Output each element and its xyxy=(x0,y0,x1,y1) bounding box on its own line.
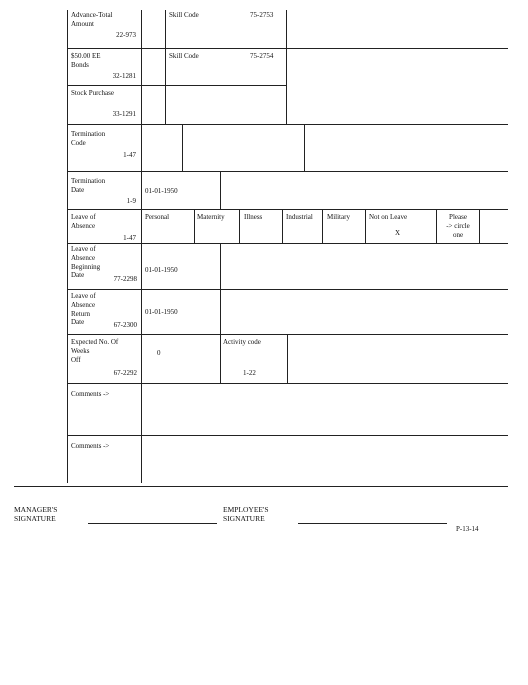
expected-weeks-value: 0 xyxy=(157,349,161,357)
employee-signature-line[interactable] xyxy=(298,523,447,524)
loa-begin-label: Leave of Absence Beginning Date xyxy=(71,245,101,280)
cell-divider xyxy=(220,243,221,334)
form-bottom-rule xyxy=(14,486,508,487)
row-divider xyxy=(67,124,508,125)
expected-weeks-label: Expected No. Of Weeks Off xyxy=(71,338,119,364)
row-divider xyxy=(67,383,508,384)
termination-code-code: 1-47 xyxy=(123,151,136,159)
comments-label: Comments -> xyxy=(71,442,110,450)
row-divider xyxy=(67,243,508,244)
cell-divider xyxy=(182,124,183,171)
loa-begin-value: 01-01-1950 xyxy=(145,266,178,274)
option-industrial[interactable]: Industrial xyxy=(286,213,313,221)
ee-bonds-code: 32-1281 xyxy=(112,72,136,80)
row-divider xyxy=(67,85,287,86)
activity-code-label: Activity code xyxy=(223,338,261,346)
option-not-on-leave[interactable]: Not on Leave xyxy=(369,213,408,221)
termination-date-label: Termination Date xyxy=(71,177,106,194)
option-divider xyxy=(239,209,240,243)
skill-code-label: Skill Code xyxy=(169,11,199,19)
ee-bonds-label: $50.00 EE Bonds xyxy=(71,52,101,69)
option-maternity[interactable]: Maternity xyxy=(197,213,225,221)
loa-begin-code: 77-2298 xyxy=(113,275,137,283)
manager-signature-line[interactable] xyxy=(88,523,217,524)
advance-total-code: 22-973 xyxy=(116,31,136,39)
row-divider xyxy=(67,435,508,436)
option-divider xyxy=(479,209,480,243)
skill-code-value: 75-2754 xyxy=(250,52,274,60)
employee-signature-label: EMPLOYEE'S SIGNATURE xyxy=(223,505,269,524)
row-divider xyxy=(67,171,508,172)
loa-return-code: 67-2300 xyxy=(113,321,137,329)
stock-purchase-code: 33-1291 xyxy=(112,110,136,118)
expected-weeks-code: 67-2292 xyxy=(113,369,137,377)
option-divider xyxy=(365,209,366,243)
circle-one-note: Please -> circle one xyxy=(446,213,470,239)
option-divider xyxy=(282,209,283,243)
termination-date-code: 1-9 xyxy=(126,197,136,205)
loa-return-label: Leave of Absence Return Date xyxy=(71,292,96,327)
cell-divider xyxy=(220,334,221,383)
manager-signature-label: MANAGER'S SIGNATURE xyxy=(14,505,58,524)
option-military[interactable]: Military xyxy=(327,213,350,221)
page-code: P-13-14 xyxy=(456,525,479,533)
cell-divider xyxy=(304,124,305,171)
cell-divider xyxy=(165,10,166,124)
stock-purchase-label: Stock Purchase xyxy=(71,89,114,97)
row-divider xyxy=(67,289,508,290)
cell-divider xyxy=(287,334,288,383)
leave-of-absence-label: Leave of Absence xyxy=(71,213,96,230)
option-divider xyxy=(194,209,195,243)
loa-return-value: 01-01-1950 xyxy=(145,308,178,316)
activity-code-value: 1-22 xyxy=(243,369,256,377)
advance-total-label: Advance-Total Amount xyxy=(71,11,113,28)
comments-label: Comments -> xyxy=(71,390,110,398)
option-illness[interactable]: Illness xyxy=(244,213,263,221)
left-border xyxy=(67,10,68,483)
option-personal[interactable]: Personal xyxy=(145,213,170,221)
termination-code-label: Termination Code xyxy=(71,130,106,147)
skill-code-value: 75-2753 xyxy=(250,11,274,19)
termination-date-value: 01-01-1950 xyxy=(145,187,178,195)
option-divider xyxy=(436,209,437,243)
cell-divider xyxy=(286,10,287,124)
cell-divider xyxy=(220,171,221,209)
selected-mark: X xyxy=(395,229,401,237)
skill-code-label: Skill Code xyxy=(169,52,199,60)
row-divider xyxy=(67,209,508,210)
row-divider xyxy=(67,48,508,49)
option-divider xyxy=(322,209,323,243)
label-column-divider xyxy=(141,10,142,483)
leave-of-absence-code: 1-47 xyxy=(123,234,136,242)
